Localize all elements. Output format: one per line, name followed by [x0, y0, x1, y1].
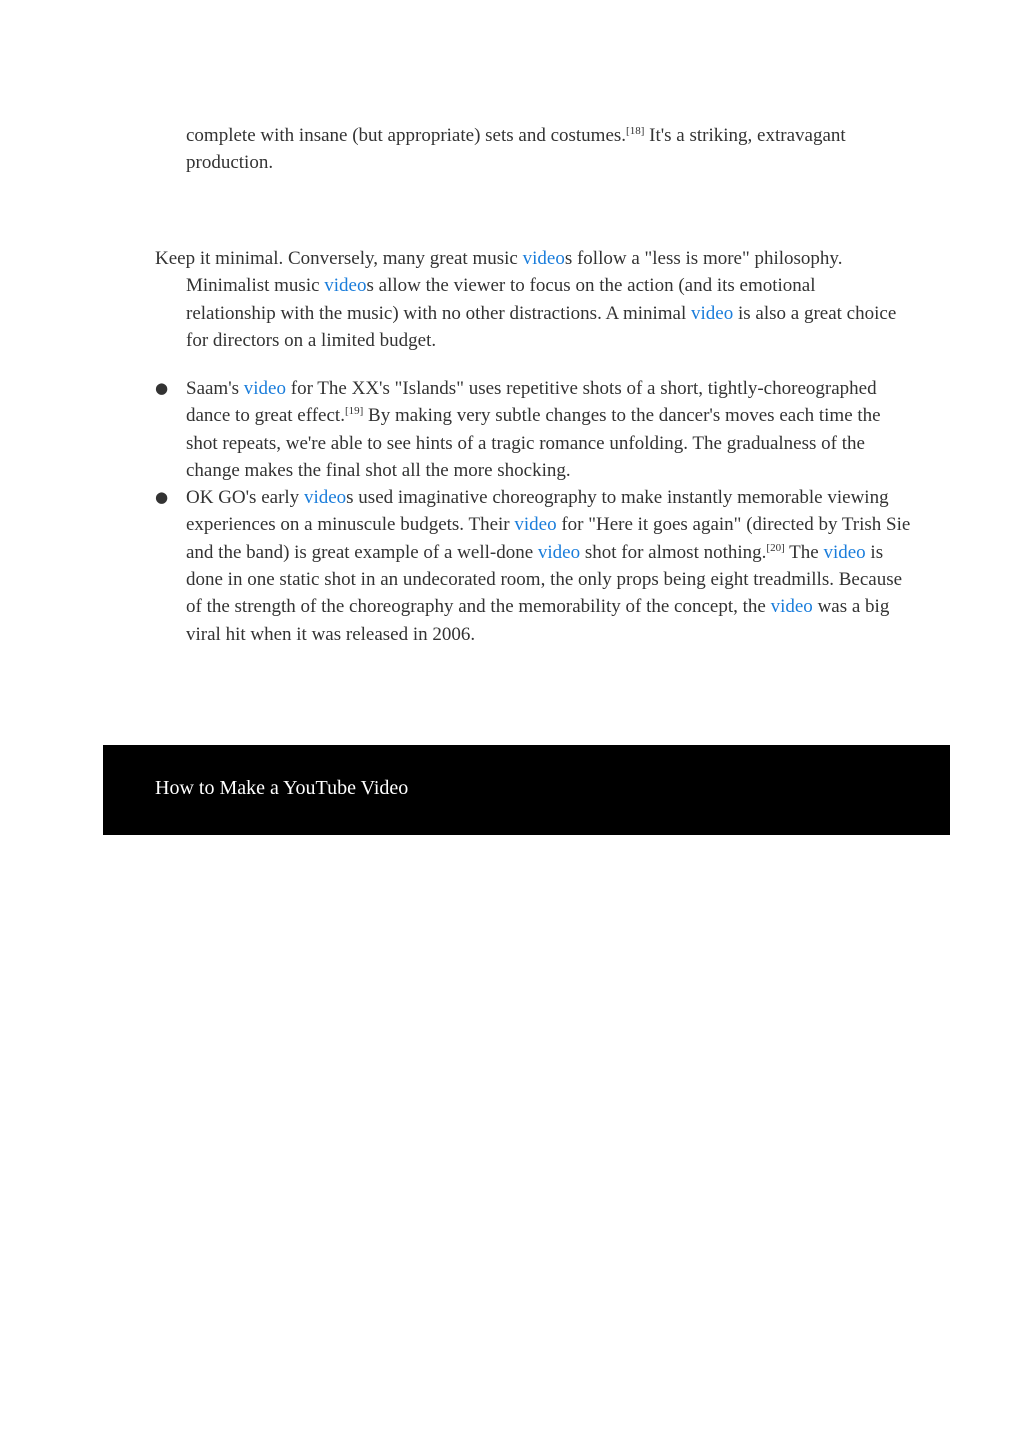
video-link[interactable]: video	[537, 541, 581, 563]
reference-18[interactable]: [18]	[626, 125, 645, 137]
video-link[interactable]: video	[324, 275, 367, 297]
banner-title: How to Make a YouTube Video	[155, 777, 409, 799]
list-item	[155, 375, 915, 484]
paragraph-text: Keep it minimal. Conversely, many great music	[155, 248, 523, 269]
paragraph-text: s allow the viewer to focus on the action (and its emotional relationship with the music) with no other distractions. A minimal	[186, 275, 816, 324]
list-item-text: s used imaginative choreography to make instantly memorable viewing experiences on a minuscule budgets. Their	[186, 487, 889, 536]
minimal-text	[155, 245, 905, 354]
reference-19[interactable]: [19]	[344, 405, 364, 418]
video-link[interactable]: video	[514, 514, 557, 536]
video-link[interactable]: video	[691, 302, 734, 324]
list-item-text: for "Here it goes again" (directed by Trish Sie and the band) is great example of a well-done	[186, 514, 911, 563]
list-item-text: is done in one static shot in an undecorated room, the only props being eight treadmills. Because of the strength of the choreography and the memorability of the concept, the	[186, 541, 903, 618]
bullet-icon: ●	[155, 488, 169, 507]
keep-it-minimal-paragraph	[155, 245, 905, 354]
list-item-text: was a big viral hit when it was released in 2006.	[186, 596, 890, 645]
video-link[interactable]: video	[770, 596, 813, 618]
list-item-text: The	[784, 541, 824, 563]
paragraph-text: complete with insane (but appropriate) sets and costumes.	[186, 125, 627, 146]
paragraph-text: s follow a "less is more" philosophy. Minimalist music	[186, 248, 843, 297]
list-item	[155, 484, 915, 648]
paragraph-text: It's a striking, extravagant production.	[186, 125, 846, 174]
video-link[interactable]: video	[522, 248, 565, 269]
list-item-text: By making very subtle changes to the dancer's moves each time the shot repeats, we're able to see hints of a tragic romance unfolding. The gradualness of the change makes the final shot all the more shocking.	[186, 405, 881, 481]
production-paragraph	[186, 122, 906, 177]
bullet-icon: ●	[155, 379, 169, 397]
video-link[interactable]: video	[303, 487, 347, 509]
video-link[interactable]: video	[243, 378, 286, 399]
video-link[interactable]: video	[823, 541, 866, 563]
list-item-text: for The XX's "Islands" uses repetitive shots of a short, tightly-choreographed dance to great effect.	[186, 378, 877, 427]
list-item-text: shot for almost nothing.	[580, 541, 767, 563]
section-banner	[103, 745, 950, 835]
paragraph-text: is also a great choice for directors on a limited budget.	[186, 302, 897, 351]
list-item-text: OK GO's early	[186, 487, 304, 509]
list-item-text: Saam's	[186, 378, 244, 399]
examples-bullet-list	[155, 375, 915, 648]
reference-20[interactable]: [20]	[766, 541, 785, 554]
